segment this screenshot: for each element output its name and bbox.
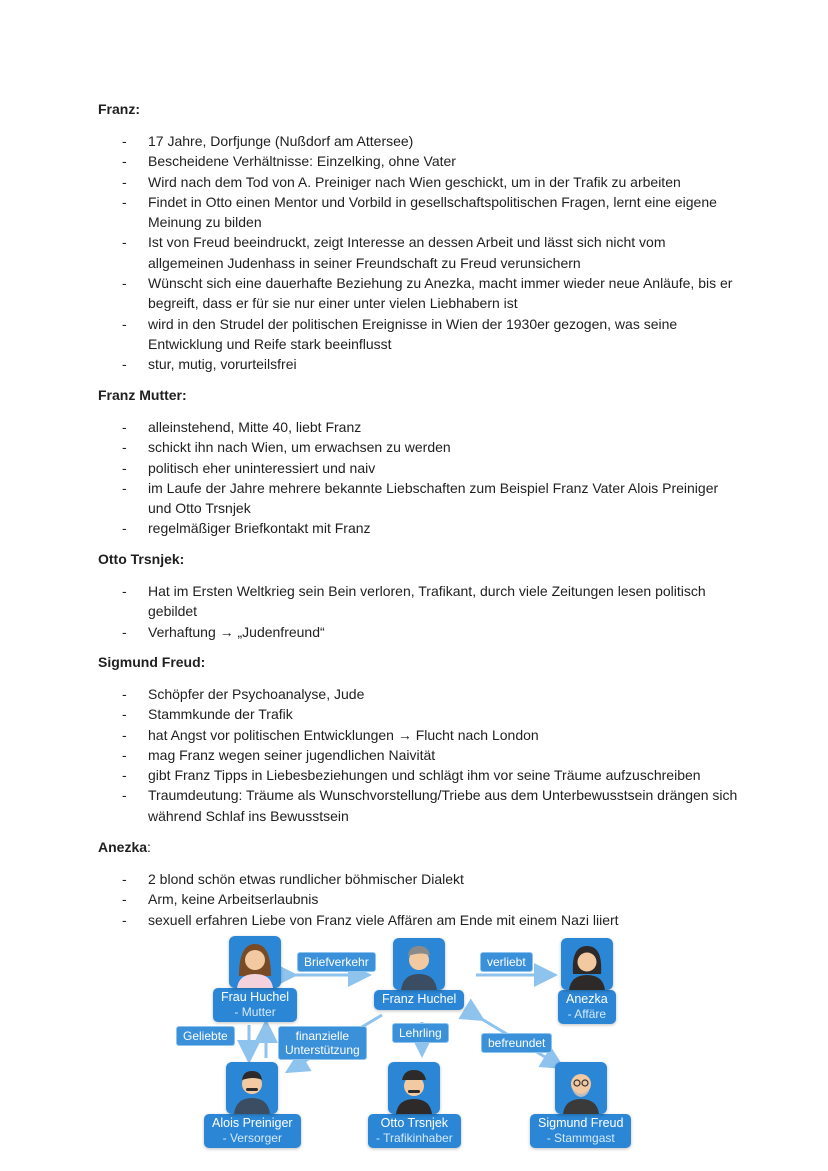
bullet-list	[98, 417, 738, 539]
section-franz-mutter	[98, 386, 738, 539]
list-item: - schickt ihn nach Wien, um erwachsen zu werden	[122, 439, 451, 456]
edge-label-briefverkehr: Briefverkehr	[297, 952, 376, 972]
node-franz-huchel	[374, 938, 464, 1010]
character-diagram	[170, 930, 670, 1160]
list-item: - Wünscht sich eine dauerhafte Beziehung zu Anezka, macht immer wieder neue Anläufe, bis er begreift, dass er für sie nur einer unter vielen Liebhabern ist	[122, 275, 733, 312]
list-item: - alleinstehend, Mitte 40, liebt Franz	[122, 419, 362, 435]
man-mustache-avatar-icon	[226, 1062, 278, 1114]
bullet-list	[98, 131, 738, 375]
bald-man-glasses-avatar-icon	[555, 1062, 607, 1114]
section-heading: Anezka:	[98, 839, 151, 855]
list-item: - gibt Franz Tipps in Liebesbeziehungen und schlägt ihm vor seine Träume aufzuschreiben	[122, 767, 701, 784]
edge-label-befreundet: befreundet	[481, 1033, 552, 1053]
list-item: - Stammkunde der Trafik	[122, 706, 293, 723]
section-anezka	[98, 838, 738, 930]
node-label: Frau Huchel - Mutter	[213, 988, 297, 1022]
list-item: - Hat im Ersten Weltkrieg sein Bein verloren, Trafikant, durch viele Zeitungen lesen politisch gebildet	[122, 583, 706, 620]
list-item: - hat Angst vor politischen Entwicklungen → Flucht nach London	[122, 726, 539, 743]
list-item: - Arm, keine Arbeitserlaubnis	[122, 891, 319, 908]
bullet-list	[98, 684, 738, 826]
section-heading: Sigmund Freud:	[98, 654, 206, 670]
node-anezka	[558, 938, 616, 1024]
list-item: - politisch eher uninteressiert und naiv	[122, 459, 376, 476]
node-label: Alois Preiniger - Versorger	[204, 1114, 301, 1148]
node-frau-huchel	[213, 936, 297, 1022]
list-item: - wird in den Strudel der politischen Ereignisse in Wien der 1930er gezogen, was seine Entwicklung und Reife stark beeinflusst	[122, 315, 678, 352]
node-sigmund-freud	[530, 1062, 631, 1148]
list-item: - im Laufe der Jahre mehrere bekannte Liebschaften zum Beispiel Franz Vater Alois Preiniger und Otto Trsnjek	[122, 479, 719, 517]
list-item: - Traumdeutung: Träume als Wunschvorstellung/Triebe aus dem Unterbewusstsein drängen sich während Schlaf ins Bewusstsein	[122, 787, 738, 824]
list-item: - Schöpfer der Psychoanalyse, Jude	[122, 686, 365, 702]
node-otto-trsnjek	[368, 1062, 461, 1148]
bullet-list	[98, 869, 738, 930]
section-heading: Otto Trsnjek:	[98, 551, 185, 567]
list-item: - 2 blond schön etwas rundlicher böhmischer Dialekt	[122, 871, 464, 887]
woman-avatar-icon	[229, 936, 281, 988]
list-item: - Findet in Otto einen Mentor und Vorbild in gesellschaftspolitischen Fragen, lernt eine eigene Meinung zu bilden	[122, 193, 717, 231]
edge-label-lehrling: Lehrling	[392, 1023, 449, 1043]
list-item: - sexuell erfahren Liebe von Franz viele Affären am Ende mit einem Nazi liiert	[122, 911, 619, 928]
woman-avatar-icon	[561, 938, 613, 990]
list-item: - 17 Jahre, Dorfjunge (Nußdorf am Attersee)	[122, 133, 414, 149]
list-item: - Ist von Freud beeindruckt, zeigt Interesse an dessen Arbeit und lässt sich nicht vom allgemeinen Judenhass in seiner Freundschaft zu Freud verunsichern	[122, 234, 666, 271]
node-alois-preiniger	[204, 1062, 301, 1148]
edge-label-verliebt: verliebt	[480, 952, 533, 972]
section-franz	[98, 100, 738, 375]
man-cap-avatar-icon	[388, 1062, 440, 1114]
list-item: - stur, mutig, vorurteilsfrei	[122, 356, 297, 373]
section-heading: Franz:	[98, 101, 140, 117]
list-item: - regelmäßiger Briefkontakt mit Franz	[122, 520, 371, 537]
edge-label-finanzielle-unterstuetzung: finanzielle Unterstützung	[278, 1026, 367, 1060]
bullet-list	[98, 581, 738, 642]
node-label: Franz Huchel	[374, 990, 464, 1010]
edge-label-geliebte: Geliebte	[176, 1026, 235, 1046]
node-label: Sigmund Freud - Stammgast	[530, 1114, 631, 1148]
list-item: - Verhaftung → „Judenfreund“	[122, 623, 325, 640]
list-item: - Bescheidene Verhältnisse: Einzelking, ohne Vater	[122, 153, 456, 170]
node-label: Anezka - Affäre	[558, 990, 616, 1024]
list-item: - Wird nach dem Tod von A. Preiniger nach Wien geschickt, um in der Trafik zu arbeiten	[122, 173, 681, 190]
section-freud	[98, 653, 738, 826]
section-heading: Franz Mutter:	[98, 387, 187, 403]
man-avatar-icon	[393, 938, 445, 990]
list-item: - mag Franz wegen seiner jugendlichen Naivität	[122, 746, 436, 763]
node-label: Otto Trsnjek - Trafikinhaber	[368, 1114, 461, 1148]
section-otto	[98, 550, 738, 642]
